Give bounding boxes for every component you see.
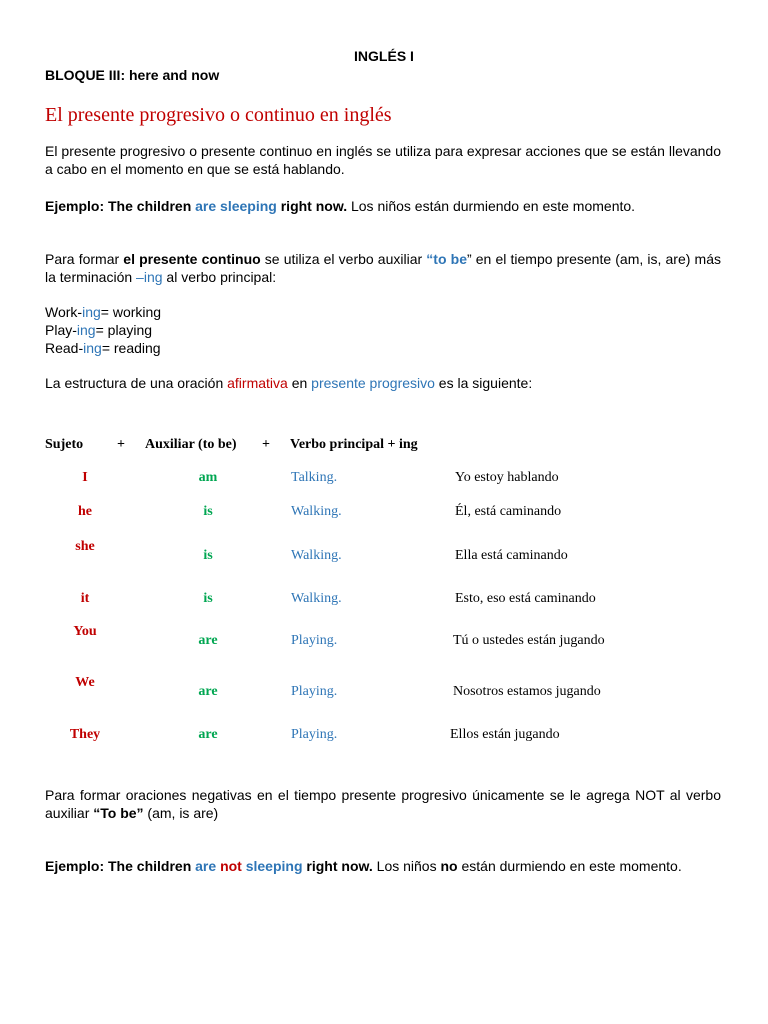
negative-text-1: Para formar oraciones negativas en el tiempo presente progresivo únicamente se le agrega NOT al verbo auxiliar [45,787,721,821]
example-verb: are sleeping [195,198,277,214]
row-verb: Playing. [291,727,338,742]
row-subject: They [69,727,101,742]
structure-text-1: La estructura de una oración [45,375,228,391]
word-result: = working [100,304,162,320]
example-neg-not: not [220,858,242,874]
row-subject: You [73,624,97,639]
example-neg-translation-2: están durmiendo en este momento. [457,858,682,874]
word-ing: ing [76,322,96,338]
structure-text-3: es la siguiente: [434,375,533,391]
row-auxiliary: is [203,504,213,519]
row-auxiliary: is [203,548,213,563]
word-list [45,303,161,357]
structure-paragraph [45,374,532,392]
row-subject: We [75,675,95,690]
row-subject: I [82,470,88,485]
formation-bold: el presente continuo [123,251,261,267]
example-lead: Ejemplo: The children [45,198,196,214]
row-translation: Nosotros estamos jugando [453,684,601,699]
example-affirmative [45,197,721,215]
formation-to-be: “to be [426,251,467,267]
row-translation: Yo estoy hablando [455,470,559,485]
formation-ing: –ing [136,269,163,285]
formation-text-3: ” en el tiempo presente (am, is, are) más la terminación [45,251,721,285]
word-base: Play- [45,322,77,338]
row-auxiliary: am [198,470,218,485]
row-translation: Ellos están jugando [450,727,560,742]
structure-afirmativa: afirmativa [227,375,288,391]
example-translation: Los niños están durmiendo en este momento. [347,198,636,214]
word-ing: ing [82,304,101,320]
formation-paragraph [45,250,721,286]
formation-text-1: Para formar [45,251,124,267]
row-translation: Esto, eso está caminando [455,591,596,606]
word-item [45,321,161,339]
row-translation: Ella está caminando [455,548,568,563]
formation-text-4: al verbo principal: [162,269,277,285]
document-title: INGLÉS I [354,48,414,64]
bloque-label: BLOQUE III: here and now [45,67,220,83]
word-ing: ing [83,340,102,356]
structure-progresivo: presente progresivo [311,375,435,391]
intro-paragraph: El presente progresivo o presente continuo en inglés se utiliza para expresar acciones que se están llevando a cabo en el momento en que se está hablando. [45,143,721,177]
word-base: Read- [45,340,84,356]
header-plus-1: + [117,437,125,452]
row-verb: Walking. [291,591,342,606]
row-verb: Walking. [291,504,342,519]
row-translation: Tú o ustedes están jugando [453,633,605,648]
negative-paragraph [45,786,721,822]
row-auxiliary: are [198,633,218,648]
header-verbo: Verbo principal + ing [290,437,418,452]
formation-text-2: se utiliza el verbo auxiliar [260,251,427,267]
row-auxiliary: are [198,727,218,742]
example-neg-translation-1: Los niños [372,858,441,874]
row-subject: he [78,504,92,519]
word-item [45,339,161,357]
row-verb: Playing. [291,684,338,699]
structure-text-2: en [287,375,312,391]
row-verb: Playing. [291,633,338,648]
row-translation: Él, está caminando [455,504,562,519]
example-neg-no: no [440,858,458,874]
word-item [45,303,161,321]
negative-to-be: “To be” [93,805,144,821]
row-auxiliary: is [203,591,213,606]
row-verb: Talking. [291,470,338,485]
example-tail: right now. [276,198,348,214]
example-negative [45,857,721,875]
example-neg-are: are [195,858,221,874]
header-auxiliar: Auxiliar (to be) [145,437,237,452]
example-neg-tail: right now. [302,858,373,874]
negative-text-2: (am, is are) [143,805,219,821]
word-result: = reading [101,340,161,356]
word-base: Work- [45,304,83,320]
row-subject: it [80,591,90,606]
word-result: = playing [95,322,153,338]
row-subject: she [75,539,95,554]
row-auxiliary: are [198,684,218,699]
example-neg-sleeping: sleeping [241,858,303,874]
header-sujeto: Sujeto [45,437,84,452]
row-verb: Walking. [291,548,342,563]
example-neg-lead: Ejemplo: The children [45,858,196,874]
header-plus-2: + [262,437,270,452]
section-heading: El presente progresivo o continuo en inglés [45,104,392,126]
